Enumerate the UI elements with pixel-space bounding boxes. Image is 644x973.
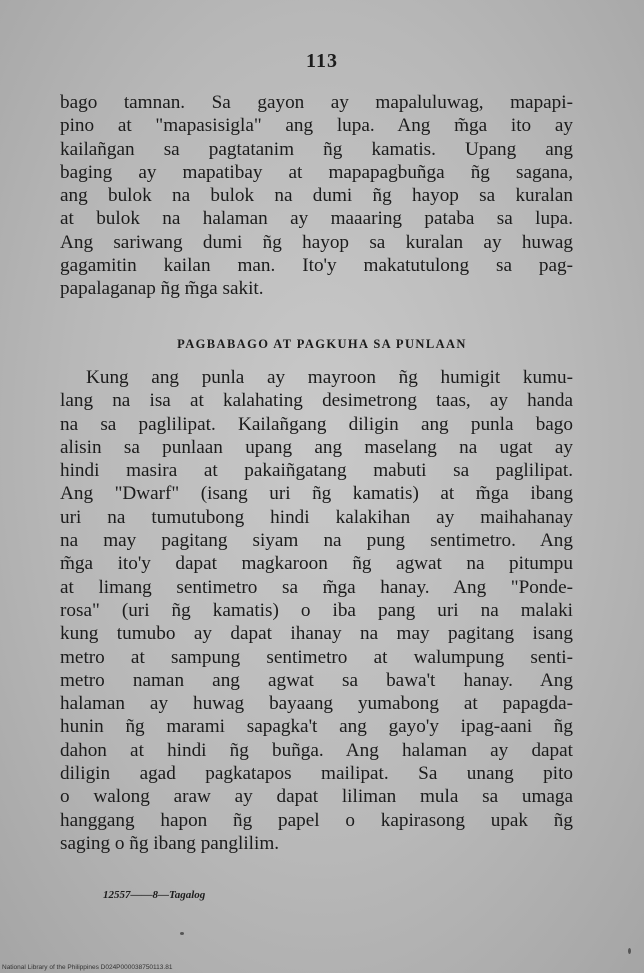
text-line: Ang sariwang dumi ñg hayop sa kuralan ay huwag <box>60 231 573 253</box>
text-line: na sa paglilipat. Kailañgang diligin ang punla bago <box>60 413 573 435</box>
text-line: Kung ang punla ay mayroon ñg humigit kumu- <box>86 367 573 388</box>
library-watermark: National Library of the Philippines D024P000038750113.81 <box>2 964 173 971</box>
text-line: o walong araw ay dapat liliman mula sa umaga <box>60 786 573 808</box>
text-line: hanggang hapon ñg papel o kapirasong upak ñg <box>60 809 573 831</box>
text-line: Ang "Dwarf" (isang uri ñg kamatis) at m̃ga ibang <box>60 483 573 505</box>
text-line: gagamitin kailan man. Ito'y makatutulong sa pag- <box>60 255 573 277</box>
text-line: pino at "mapasisigla" ang lupa. Ang m̃ga ito ay <box>60 115 573 137</box>
text-line: na may pagitang siyam na pung sentimetro. Ang <box>60 530 573 552</box>
text-line: lang na isa at kalahating desimetrong taas, ay handa <box>60 390 573 412</box>
paragraph-2 <box>60 366 573 855</box>
text-line: ang bulok na bulok na dumi ñg hayop sa kuralan <box>60 185 573 207</box>
section-heading: PAGBABAGO AT PAGKUHA SA PUNLAAN <box>177 337 467 351</box>
text-line: hunin ñg marami sapagka't ang gayo'y ipag-aani ñg <box>60 716 573 738</box>
text-line: hindi masira at pakaiñgatang mabuti sa paglilipat. <box>60 460 573 482</box>
text-line: at limang sentimetro sa m̃ga hanay. Ang "Ponde- <box>60 576 573 598</box>
text-line: bago tamnan. Sa gayon ay mapaluluwag, mapapi- <box>60 92 573 113</box>
text-line: diligin agad pagkatapos mailipat. Sa unang pito <box>60 763 573 785</box>
page-number: 113 <box>306 50 338 72</box>
text-line: kailañgan sa pagtatanim ñg kamatis. Upang ang <box>60 138 573 160</box>
text-line: alisin sa punlaan upang ang maselang na ugat ay <box>60 436 573 458</box>
ink-speck <box>180 932 184 935</box>
text-line: halaman ay huwag bayaang yumabong at papagda- <box>60 693 573 715</box>
text-line: papalaganap ñg m̃ga sakit. <box>60 278 264 300</box>
text-line: kung tumubo ay dapat ihanay na may pagitang isang <box>60 623 573 645</box>
text-line: uri na tumutubong hindi kalakihan ay maihahanay <box>60 506 573 528</box>
text-line: metro at sampung sentimetro at walumpung senti- <box>60 646 573 668</box>
text-line: dahon at hindi ñg buñga. Ang halaman ay dapat <box>60 739 573 761</box>
text-line: rosa" (uri ñg kamatis) o iba pang uri na malaki <box>60 599 573 621</box>
footer-signature: 12557——8—Tagalog <box>103 889 206 901</box>
text-line: m̃ga ito'y dapat magkaroon ñg agwat na pitumpu <box>60 553 573 575</box>
ink-speck <box>628 948 631 954</box>
text-line: baging ay mapatibay at mapapagbuñga ñg sagana, <box>60 161 573 183</box>
text-line: saging o ñg ibang panglilim. <box>60 832 280 854</box>
text-line: at bulok na halaman ay maaaring pataba sa lupa. <box>60 208 573 230</box>
text-line: metro naman ang agwat sa bawa't hanay. Ang <box>60 669 573 691</box>
paragraph-1 <box>60 91 573 301</box>
